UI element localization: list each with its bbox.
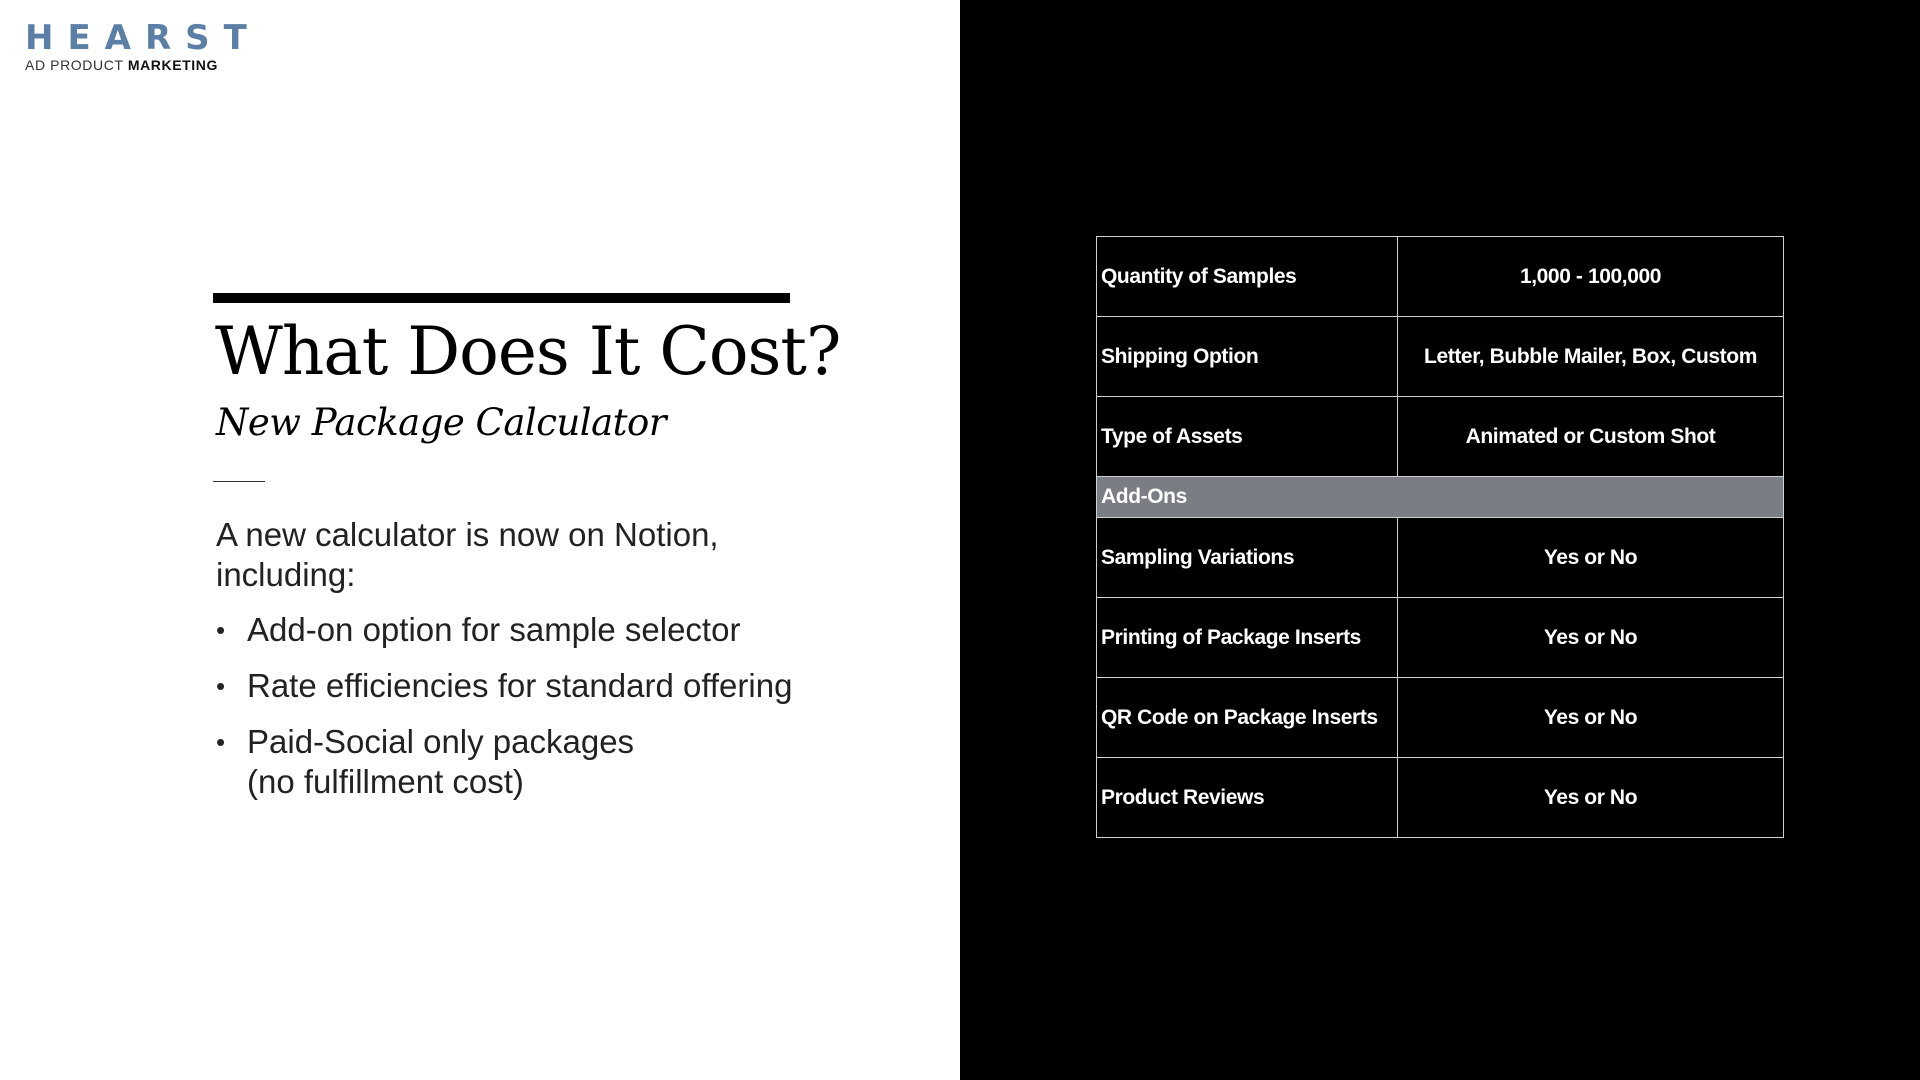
row-value: 1,000 - 100,000	[1398, 237, 1784, 317]
bullet-item	[216, 666, 836, 706]
row-label: Quantity of Samples	[1097, 237, 1398, 317]
hearst-logo	[25, 20, 261, 73]
row-label: Shipping Option	[1097, 317, 1398, 397]
row-label: Printing of Package Inserts	[1097, 598, 1398, 678]
row-value: Yes or No	[1398, 518, 1784, 598]
row-value: Letter, Bubble Mailer, Box, Custom	[1398, 317, 1784, 397]
logo-wordmark: HEARST	[25, 18, 261, 58]
row-value: Yes or No	[1398, 678, 1784, 758]
bullet-icon: •	[216, 615, 226, 645]
table-row	[1097, 598, 1784, 678]
bullet-icon: •	[216, 727, 226, 757]
title-rule	[213, 293, 790, 303]
bullet-text: Add-on option for sample selector	[247, 611, 741, 648]
table-row	[1097, 518, 1784, 598]
row-value: Yes or No	[1398, 758, 1784, 838]
row-label: Sampling Variations	[1097, 518, 1398, 598]
row-label: QR Code on Package Inserts	[1097, 678, 1398, 758]
logo-sub-regular: AD PRODUCT	[25, 57, 124, 73]
intro-text: A new calculator is now on Notion, including:	[216, 516, 719, 593]
logo-sub-bold: MARKETING	[127, 57, 218, 73]
bullet-text-continued: (no fulfillment cost)	[247, 763, 524, 800]
table-row	[1097, 237, 1784, 317]
package-calculator-table	[1096, 236, 1784, 838]
row-label: Product Reviews	[1097, 758, 1398, 838]
bullet-item	[216, 722, 836, 802]
addons-section-header	[1097, 477, 1784, 518]
table-row	[1097, 397, 1784, 477]
slide-subtitle: New Package Calculator	[216, 401, 667, 444]
divider	[213, 481, 265, 482]
bullet-icon: •	[216, 671, 226, 701]
table-row	[1097, 678, 1784, 758]
table-row	[1097, 317, 1784, 397]
section-label: Add-Ons	[1097, 477, 1784, 518]
slide-title: What Does It Cost?	[215, 313, 841, 390]
bullet-text: Rate efficiencies for standard offering	[247, 667, 793, 704]
bullet-list	[216, 610, 836, 818]
row-value: Animated or Custom Shot	[1398, 397, 1784, 477]
row-label: Type of Assets	[1097, 397, 1398, 477]
table-row	[1097, 758, 1784, 838]
logo-subline	[25, 57, 261, 73]
row-value: Yes or No	[1398, 598, 1784, 678]
bullet-text: Paid-Social only packages	[247, 723, 635, 760]
bullet-item	[216, 610, 836, 650]
